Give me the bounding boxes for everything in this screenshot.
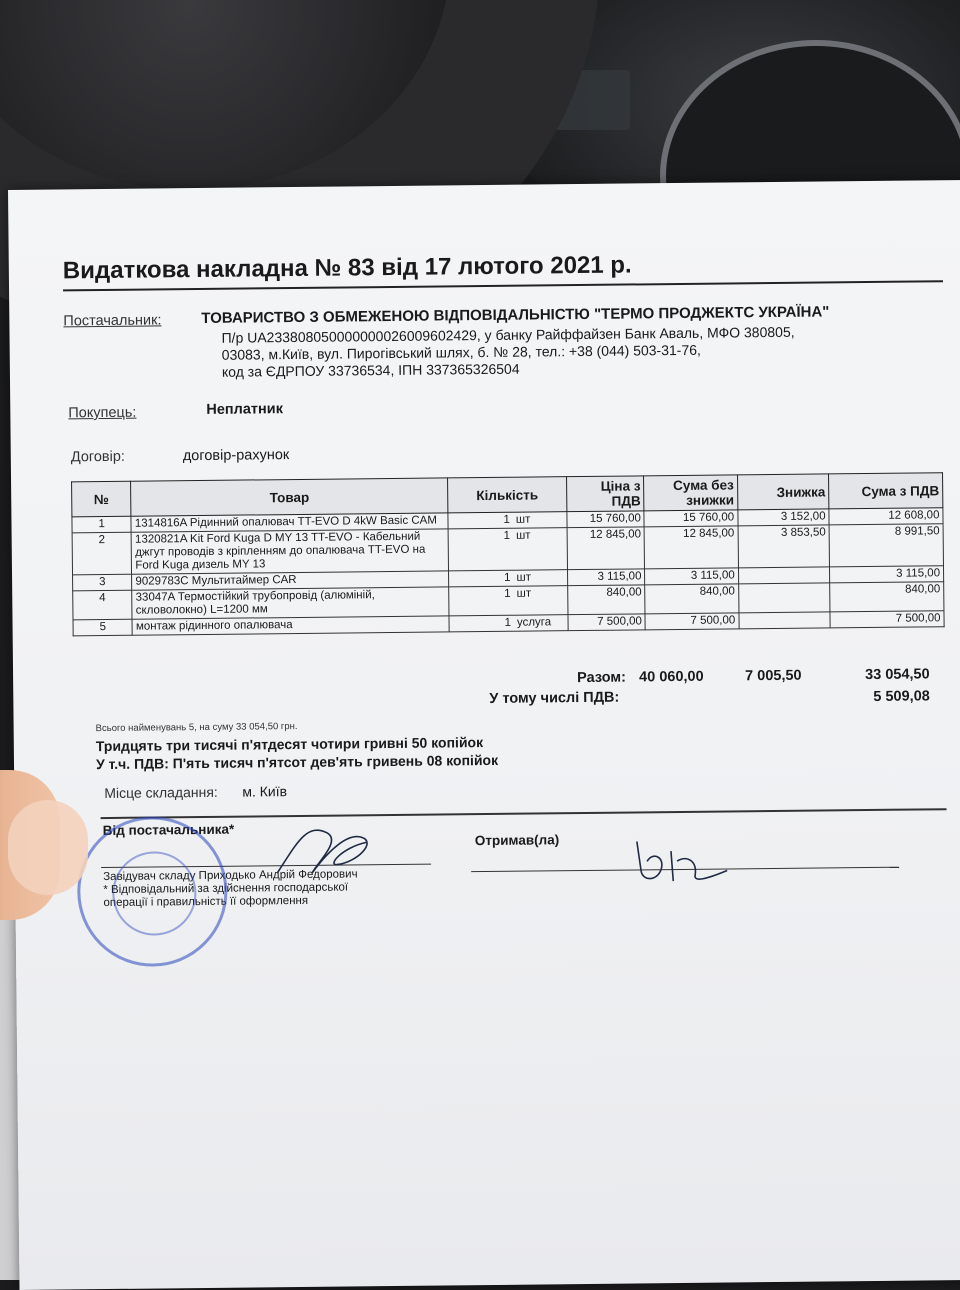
header-discount: Знижка <box>737 474 829 510</box>
row-sum: 840,00 <box>645 584 739 614</box>
row-total: 840,00 <box>830 582 944 612</box>
total-sum-without-discount: 40 060,00 <box>639 668 704 686</box>
total-label: Разом: <box>577 669 627 687</box>
row-discount: 3 853,50 <box>738 525 830 568</box>
header-price: Ціна з ПДВ <box>566 476 644 512</box>
row-qty: 1 <box>449 586 514 616</box>
row-qty: 1 <box>449 615 514 632</box>
vat-value: 5 509,08 <box>873 688 930 705</box>
row-name: 33047A Термостійкий трубопровід (алюміній, скловолокно) L=1200 мм <box>132 587 449 619</box>
contract-value: договір-рахунок <box>182 447 290 465</box>
stamp-inner-ring <box>112 851 197 936</box>
place-label: Місце складання: <box>104 783 218 802</box>
row-discount: 3 152,00 <box>738 509 830 526</box>
from-supplier-label: Від постачальника* <box>102 821 235 839</box>
thumb-nail <box>8 800 88 895</box>
row-total: 12 608,00 <box>829 508 943 525</box>
amount-in-words-block <box>96 714 946 772</box>
row-unit: шт <box>514 586 568 616</box>
row-discount <box>738 583 830 613</box>
place-value: м. Київ <box>242 783 288 800</box>
row-name: 9029783C Мультитаймер CAR <box>132 571 449 590</box>
row-price: 7 500,00 <box>568 614 646 631</box>
invoice-title: Видаткова накладна № 83 від 17 лютого 2021 р. <box>63 248 943 291</box>
row-qty: 1 <box>449 570 514 587</box>
header-item: Товар <box>131 478 448 516</box>
row-unit: шт <box>513 528 567 571</box>
header-total: Сума з ПДВ <box>829 473 943 509</box>
vat-in-words: У т.ч. ПДВ: П'ять тисяч п'ятсот дев'ять гривень 08 копійок <box>95 751 499 773</box>
buyer-label: Покупець: <box>68 404 137 422</box>
row-num: 3 <box>73 574 133 591</box>
row-price: 12 845,00 <box>567 527 645 570</box>
row-name: монтаж рідинного опалювача <box>132 616 449 635</box>
row-discount <box>739 612 831 629</box>
row-num: 4 <box>73 590 133 620</box>
row-price: 15 760,00 <box>567 511 645 528</box>
invoice-sheet <box>8 180 960 1290</box>
supplier-signatory-caption: Завідувач складу Приходько Андрій Федорович * Відповідальний за здійснення господарської операції і правильність її оформлення <box>103 868 358 910</box>
row-qty: 1 <box>448 528 513 571</box>
header-num: № <box>72 481 132 517</box>
row-total: 7 500,00 <box>830 611 944 628</box>
supplier-label: Постачальник: <box>63 312 162 330</box>
row-qty: 1 <box>448 512 513 529</box>
invoice-content <box>61 248 943 910</box>
row-sum: 3 115,00 <box>645 568 738 585</box>
vat-label: У тому числі ПДВ: <box>489 689 620 707</box>
row-price: 840,00 <box>568 585 646 615</box>
row-name: 1314816A Рідинний опалювач TT-EVO D 4kW Basic CAM <box>131 513 448 532</box>
row-sum: 15 760,00 <box>644 510 737 527</box>
row-sum: 7 500,00 <box>645 613 738 630</box>
total-discount: 7 005,50 <box>745 667 802 685</box>
items-table <box>71 472 945 636</box>
row-discount <box>738 567 830 584</box>
signature-separator <box>101 808 947 819</box>
receiver-signature <box>627 830 738 891</box>
row-num: 5 <box>73 619 133 636</box>
row-num: 1 <box>72 516 132 533</box>
received-label: Отримав(ла) <box>474 832 560 849</box>
row-unit: шт <box>513 512 567 529</box>
row-unit: шт <box>513 570 567 587</box>
row-price: 3 115,00 <box>567 569 645 586</box>
contract-label: Договір: <box>70 448 125 466</box>
company-stamp <box>77 816 229 968</box>
row-unit: услуга <box>514 615 568 632</box>
buyer-block <box>62 396 942 435</box>
row-name: 1320821A Kit Ford Kuga D MY 13 TT-EVO - Кабельний джгут проводів з кріпленням до опалювача TT-EVO на Ford Kuga дизель MY 13 <box>131 529 448 574</box>
header-sum: Сума без знижки <box>644 475 738 511</box>
row-total: 8 991,50 <box>829 524 943 567</box>
items-count-line: Всього найменувань 5, на суму 33 054,50 грн. <box>95 720 298 735</box>
row-total: 3 115,00 <box>830 566 944 583</box>
header-qty: Кількість <box>448 477 567 513</box>
supplier-block <box>61 304 942 391</box>
supplier-details: П/р UA233808050000000026009602429, у банку Райффайзен Банк Аваль, МФО 380805, 03083, м.Київ, вул. Пирогівський шлях, б. № 28, тел.: +38 (044) 503-31-76, код за ЄДРПОУ 33736534, ІПН 337365326504 <box>221 323 795 380</box>
buyer-value: Неплатник <box>206 401 284 418</box>
amount-in-words: Тридцять три тисячі п'ятдесят чотири гривні 50 копійок <box>95 734 484 755</box>
supplier-signature <box>266 802 387 893</box>
row-sum: 12 845,00 <box>644 526 738 569</box>
grand-total: 33 054,50 <box>865 666 930 684</box>
row-num: 2 <box>72 532 132 575</box>
supplier-name: ТОВАРИСТВО З ОБМЕЖЕНОЮ ВІДПОВІДАЛЬНІСТЮ "ТЕРМО ПРОДЖЕКТС УКРАЇНА" <box>201 303 830 327</box>
